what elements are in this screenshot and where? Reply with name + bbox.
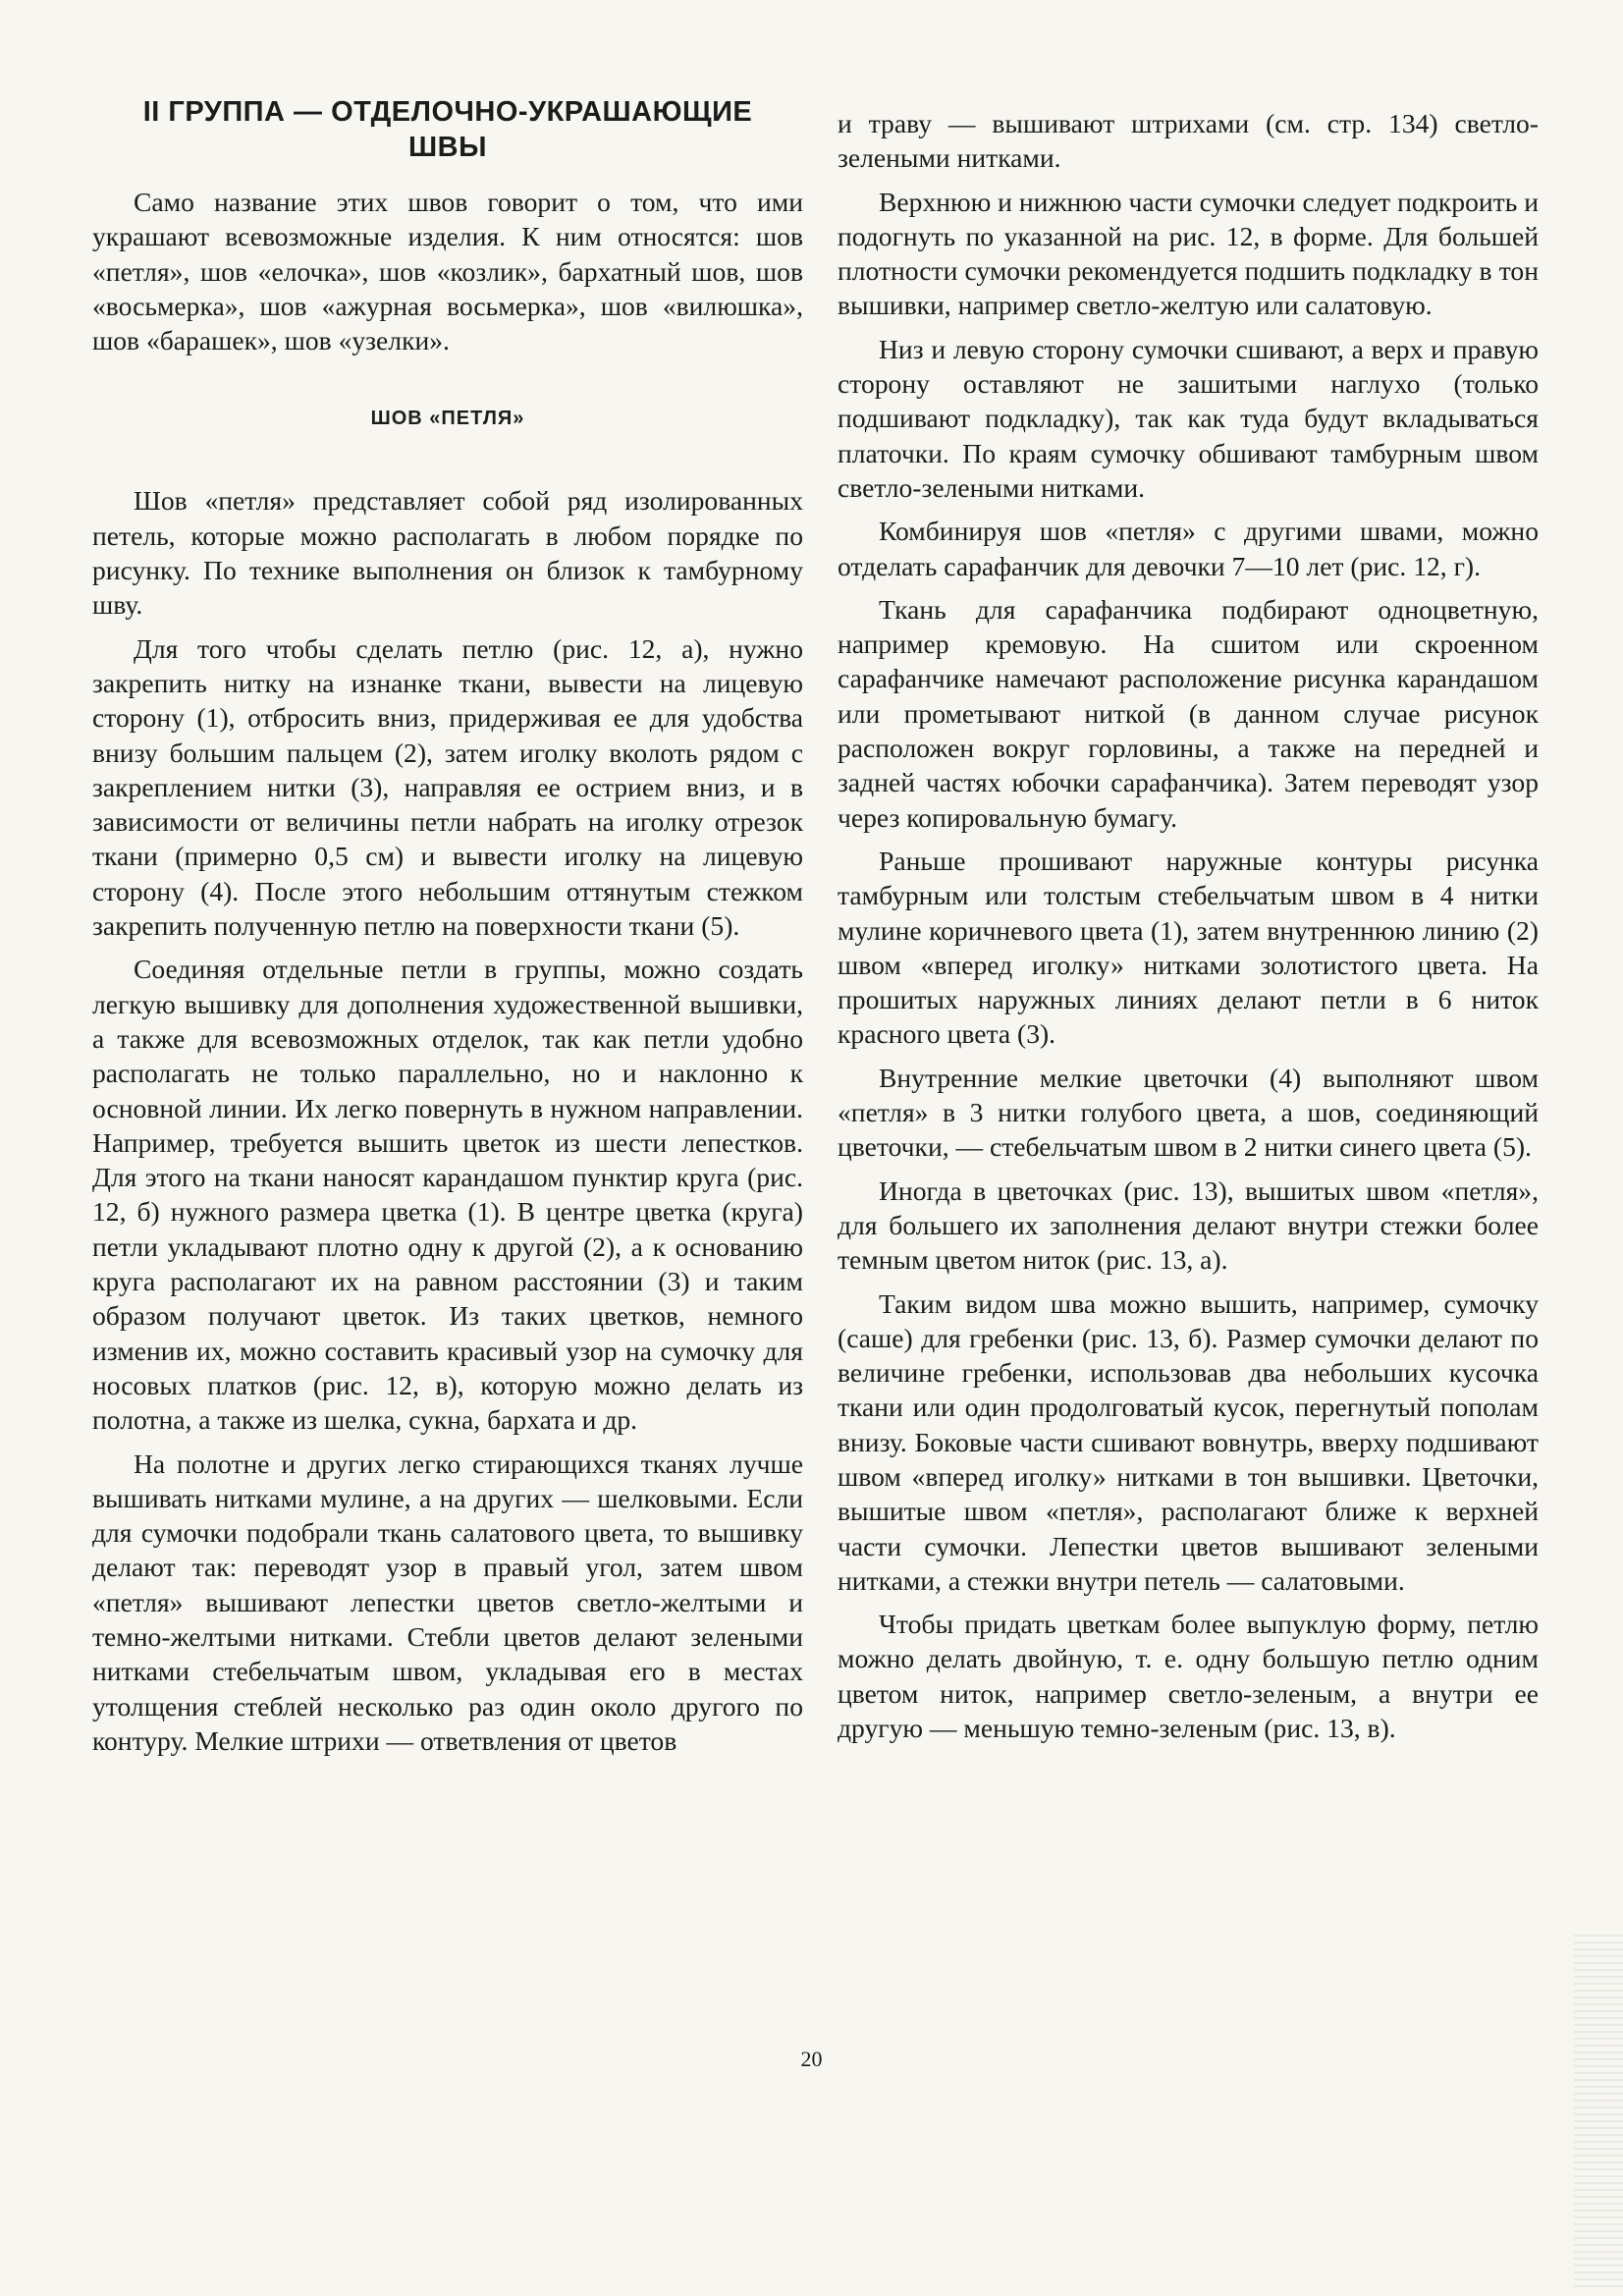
paragraph: Шов «петля» представляет собой ряд изолированных петель, которые можно располагать в любом порядке по рисунку. По технике выполнения он близок к тамбурному шву. [92,485,803,621]
section-heading-line-1: II ГРУППА — ОТДЕЛОЧНО-УКРАШАЮЩИЕ [142,96,753,128]
paragraph: Соединяя отдельные петли в группы, можно создать легкую вышивку для дополнения художественной вышивки, а также для всевозможных отделок, так как петли удобно располагать не только параллельно, но и наклонно к основной линии. Их легко повернуть в нужном направлении. Например, требуется вышить цветок из шести лепестков. Для этого на ткани наносят карандашом пунктир круга (рис. 12, б) нужного размера цветка (1). В центре цветка (круга) петли укладывают плотно одну к другой (2), а к основанию круга располагают их на равном расстоянии (3) и таким образом получают цветок. Из таких цветков, немного изменив их, можно составить красивый узор на сумочку для носовых платков (рис. 12, в), которую можно делать из полотна, а также из шелка, сукна, бархата и др. [92,954,803,1436]
paragraph: На полотне и других легко стирающихся тканях лучше вышивать нитками мулине, а на других — шелковыми. Если для сумочки подобрали ткань салатового цвета, то вышивку делают так: переводят узор в правый угол, затем швом «петля» вышивают лепестки цветов светло-желтыми и темно-желтыми нитками. Стебли цветов делают зелеными нитками стебельчатым швом, укладывая его в местах утолщения стеблей несколько раз один около другого по контуру. Мелкие штрихи — ответвления от цветов [92,1448,803,1756]
section-heading-line-2: ШВЫ [408,132,487,163]
right-column [838,106,1539,1754]
paragraph: Комбинируя шов «петля» с другими швами, можно отделать сарафанчик для девочки 7—10 лет (рис. 12, г). [838,516,1539,581]
subsection-heading: ШОВ «ПЕТЛЯ» [370,408,525,430]
intro-paragraph: Само название этих швов говорит о том, что ими украшают всевозможные изделия. К ним относятся: шов «петля», шов «елочка», шов «козлик», бархатный шов, шов «восьмерка», шов «ажурная восьмерка», шов «вилюшка», шов «барашек», шов «узелки». [92,187,803,356]
paragraph: Чтобы придать цветкам более выпуклую форму, петлю можно делать двойную, т. е. одну большую петлю одним цветом ниток, например светло-зеленым, а внутри ее другую — меньшую темно-зеленым (рис. 13, в). [838,1609,1539,1744]
paragraph: Верхнюю и нижнюю части сумочки следует подкроить и подогнуть по указанной на рис. 12, в форме. Для большей плотности сумочки рекомендуется подшить подкладку в тон вышивки, например светло-желтую или салатовую. [838,186,1539,321]
paragraph: Раньше прошивают наружные контуры рисунка тамбурным или толстым стебельчатым швом в 4 нитки мулине коричневого цвета (1), затем внутреннюю линию (2) швом «вперед иголку» нитками золотистого цвета. На прошитых наружных линиях делают петли в 6 ниток красного цвета (3). [838,845,1539,1050]
continuation-paragraph: и траву — вышивают штрихами (см. стр. 134) светло-зелеными нитками. [838,108,1539,174]
paragraph: Ткань для сарафанчика подбирают одноцветную, например кремовую. На сшитом или скроенном сарафанчике намечают расположение рисунка карандашом или прометывают ниткой (в данном случае рисунок расположен вокруг горловины, а также на передней и задней частях юбочки сарафанчика). Затем переводят узор через копировальную бумагу. [838,593,1539,833]
left-column [92,94,803,1767]
paragraph: Для того чтобы сделать петлю (рис. 12, а), нужно закрепить нитку на изнанке ткани, вывести на лицевую сторону (1), отбросить вниз, придерживая ее для удобства внизу большим пальцем (2), затем иголку вколоть рядом с закреплением нитки (3), направляя ее острием вниз, и в зависимости от величины петли набрать на иголку отрезок ткани (примерно 0,5 см) и вывести иголку на лицевую сторону (4). После этого небольшим оттянутым стежком закрепить полученную петлю на поверхности ткани (5). [92,632,803,942]
section-heading [92,94,803,165]
paragraph: Низ и левую сторону сумочки сшивают, а верх и правую сторону оставляют не зашитыми наглухо (только подшивают подкладку), так как туда будут вкладываться платочки. По краям сумочку обшивают тамбурным швом светло-зелеными нитками. [838,333,1539,503]
paragraph: Внутренние мелкие цветочки (4) выполняют швом «петля» в 3 нитки голубого цвета, а шов, соединяющий цветочки, — стебельчатым швом в 2 нитки синего цвета (5). [838,1062,1539,1163]
scan-edge-noise [1574,1935,1623,2288]
paragraph: Иногда в цветочках (рис. 13), вышитых швом «петля», для большего их заполнения делают внутри стежки более темным цветом ниток (рис. 13, а). [838,1175,1539,1276]
page-number: 20 [800,2047,823,2071]
paragraph: Таким видом шва можно вышить, например, сумочку (саше) для гребенки (рис. 13, б). Размер сумочки делают по величине гребенки, использовав два небольших кусочка ткани или один продолговатый кусок, перегнутый пополам внизу. Боковые части сшивают вовнутрь, вверху подшивают швом «вперед иголку» нитками в тон вышивки. Цветочки, вышитые швом «петля», располагают ближе к верхней части сумочки. Лепестки цветов вышивают зелеными нитками, а стежки внутри петель — салатовыми. [838,1287,1539,1596]
